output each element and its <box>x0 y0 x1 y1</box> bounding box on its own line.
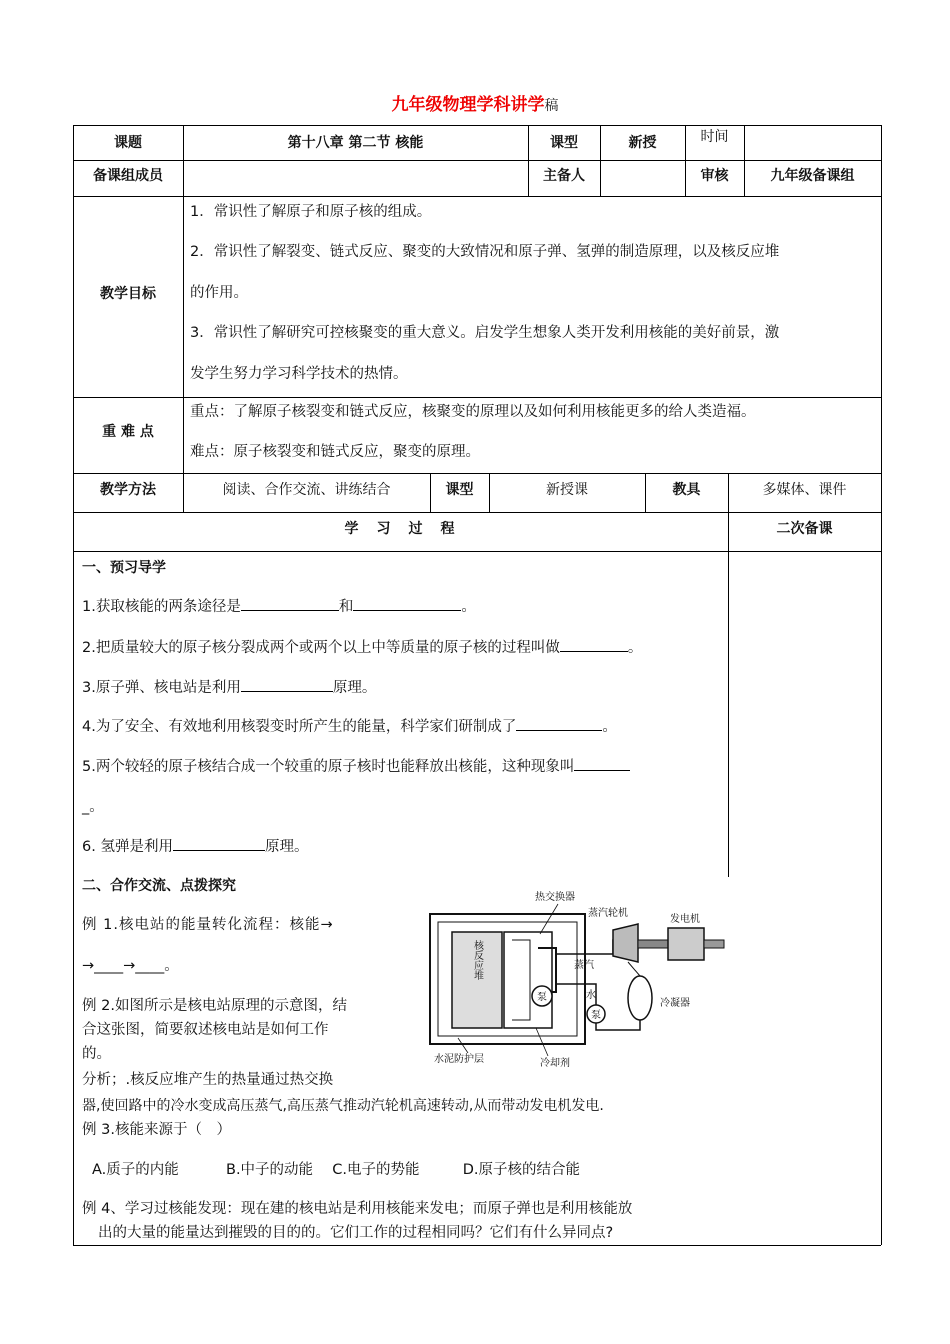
ex4-line1: 例 4、学习过核能发现：现在建的核电站是利用核能来发电；而原子弹也是利用核能放 <box>82 1201 633 1217</box>
goal-line: 的作用。 <box>190 285 248 301</box>
q2-text: 2.把质量较大的原子核分裂成两个或两个以上中等质量的原子核的过程叫做 <box>82 640 560 656</box>
ex4-line2: 出的大量的能量达到摧毁的目的的。它们工作的过程相同吗？它们有什么异同点? <box>98 1225 614 1241</box>
ex3-option-b[interactable]: B.中子的动能 <box>226 1162 314 1178</box>
explore-heading: 二、合作交流、点拨探究 <box>82 878 236 894</box>
process-label: 学 习 过 程 <box>344 521 457 537</box>
primary-loop <box>504 932 552 1028</box>
preview-q3 <box>82 676 722 699</box>
ex3-option-c[interactable]: C.电子的势能 <box>332 1162 420 1178</box>
page-title <box>0 90 950 115</box>
tools-value: 多媒体、课件 <box>762 482 847 498</box>
time-label: 时间 <box>700 129 729 145</box>
type-value: 新授 <box>628 135 657 151</box>
ex3-option-d[interactable]: D.原子核的结合能 <box>462 1162 581 1178</box>
q3-blank[interactable] <box>241 676 333 692</box>
focus-text: 重点：了解原子核裂变和链式反应，核聚变的原理以及如何利用核能更多的给人类造福。 <box>190 404 756 420</box>
loop-pipe <box>512 940 530 1020</box>
q2-end: 。 <box>627 640 643 656</box>
return-pump-label: 泵 <box>591 1010 601 1021</box>
q1-blank-2[interactable] <box>353 595 461 611</box>
members-label: 备课组成员 <box>93 168 163 184</box>
ex3-question: 例 3.核能来源于（ ） <box>82 1122 231 1138</box>
q5-text: 5.两个较轻的原子核结合成一个较重的原子核时也能释放出核能，这种现象叫 <box>82 759 575 775</box>
steam-label: 蒸汽 <box>574 960 594 971</box>
topic-value: 第十八章 第二节 核能 <box>287 135 424 151</box>
cement-label: 水泥防护层 <box>434 1054 484 1065</box>
ex2-line3: 的。 <box>82 1046 111 1062</box>
turbine-to-condenser <box>628 962 640 976</box>
q1-and: 和 <box>338 599 354 615</box>
condenser-label: 冷凝器 <box>660 998 690 1009</box>
method-value: 阅读、合作交流、讲练结合 <box>222 482 391 498</box>
title-tail: 稿 <box>544 98 559 114</box>
condenser-icon <box>628 976 652 1020</box>
review-value: 九年级备课组 <box>770 168 855 184</box>
q6-blank[interactable] <box>173 835 265 851</box>
q2-blank[interactable] <box>560 636 628 652</box>
ex1-line1: 例 1.核电站的能量转化流程：核能→ <box>82 917 334 933</box>
turbine-icon <box>613 924 638 962</box>
preview-q6 <box>82 835 722 858</box>
goal-line: 1．常识性了解原子和原子核的组成。 <box>190 204 432 220</box>
q1-blank-1[interactable] <box>241 595 339 611</box>
turbine-label: 蒸汽轮机 <box>588 908 628 919</box>
ex3-options <box>92 1159 732 1181</box>
difficulty-text: 难点：原子核裂变和链式反应，聚变的原理。 <box>190 444 480 460</box>
generator-label: 发电机 <box>670 914 700 925</box>
second-prep-label: 二次备课 <box>776 521 833 537</box>
heat-exchanger-label: 热交换器 <box>535 892 575 903</box>
preview-heading: 一、预习导学 <box>82 560 166 576</box>
lead-label: 主备人 <box>543 168 585 184</box>
q3-text: 3.原子弹、核电站是利用 <box>82 680 241 696</box>
ex2-line1: 例 2.如图所示是核电站原理的示意图，结 <box>82 998 347 1014</box>
method-label: 教学方法 <box>100 482 156 498</box>
goals-label: 教学目标 <box>100 286 156 302</box>
reactor-label: 核反应堆 <box>471 940 483 980</box>
preview-q5 <box>82 755 722 778</box>
preview-q5-cont: _。 <box>82 799 104 815</box>
title-main: 九年级物理学科讲学 <box>391 95 545 115</box>
goal-line: 2．常识性了解裂变、链式反应、聚变的大致情况和原子弹、氢弹的制造原理，以及核反应堆 <box>190 244 780 260</box>
preview-q4 <box>82 715 722 738</box>
leader-line <box>540 904 558 934</box>
q5-blank[interactable] <box>574 755 630 771</box>
method-type-value: 新授课 <box>546 482 588 498</box>
topic-label: 课题 <box>114 135 142 151</box>
ex3-option-a[interactable]: A.质子的内能 <box>92 1162 179 1178</box>
goal-line: 3．常识性了解研究可控核聚变的重大意义。启发学生想象人类开发利用核能的美好前景，激 <box>190 325 780 341</box>
q6-text: 6. 氢弹是利用 <box>82 839 173 855</box>
q4-blank[interactable] <box>516 715 602 731</box>
generator-shaft <box>704 940 724 948</box>
coolant-label: 冷却剂 <box>540 1058 570 1069</box>
leader-line <box>458 1038 468 1053</box>
generator-icon <box>668 928 704 960</box>
nuclear-plant-diagram <box>428 888 728 1073</box>
shaft <box>638 940 668 948</box>
q6-end: 原理。 <box>264 839 309 855</box>
type-label: 课型 <box>550 135 578 151</box>
q1-text: 1.获取核能的两条途径是 <box>82 599 241 615</box>
ex2-line2: 合这张图，简要叙述核电站是如何工作 <box>82 1022 329 1038</box>
method-type-label: 课型 <box>445 482 474 498</box>
q3-end: 原理。 <box>332 680 377 696</box>
pump-label: 泵 <box>537 992 547 1003</box>
leader-line <box>536 1028 548 1056</box>
tools-label: 教具 <box>672 482 701 498</box>
ex1-line2: →____→____。 <box>82 958 179 974</box>
q4-text: 4.为了安全、有效地利用核裂变时所产生的能量，科学家们研制成了 <box>82 719 517 735</box>
water-label: 水 <box>586 990 596 1001</box>
preview-q2 <box>82 636 722 659</box>
keypoints-label: 重 难 点 <box>102 424 154 440</box>
review-label: 审核 <box>700 168 729 184</box>
goal-line: 发学生努力学习科学技术的热情。 <box>190 366 408 382</box>
preview-q1 <box>82 595 722 618</box>
q1-end: 。 <box>461 599 476 615</box>
q4-end: 。 <box>602 719 617 735</box>
analysis-line1: 分析；.核反应堆产生的热量通过热交换 <box>82 1072 334 1088</box>
analysis-line2: 器,使回路中的冷水变成高压蒸气,高压蒸气推动汽轮机高速转动,从而带动发电机发电. <box>82 1098 604 1114</box>
